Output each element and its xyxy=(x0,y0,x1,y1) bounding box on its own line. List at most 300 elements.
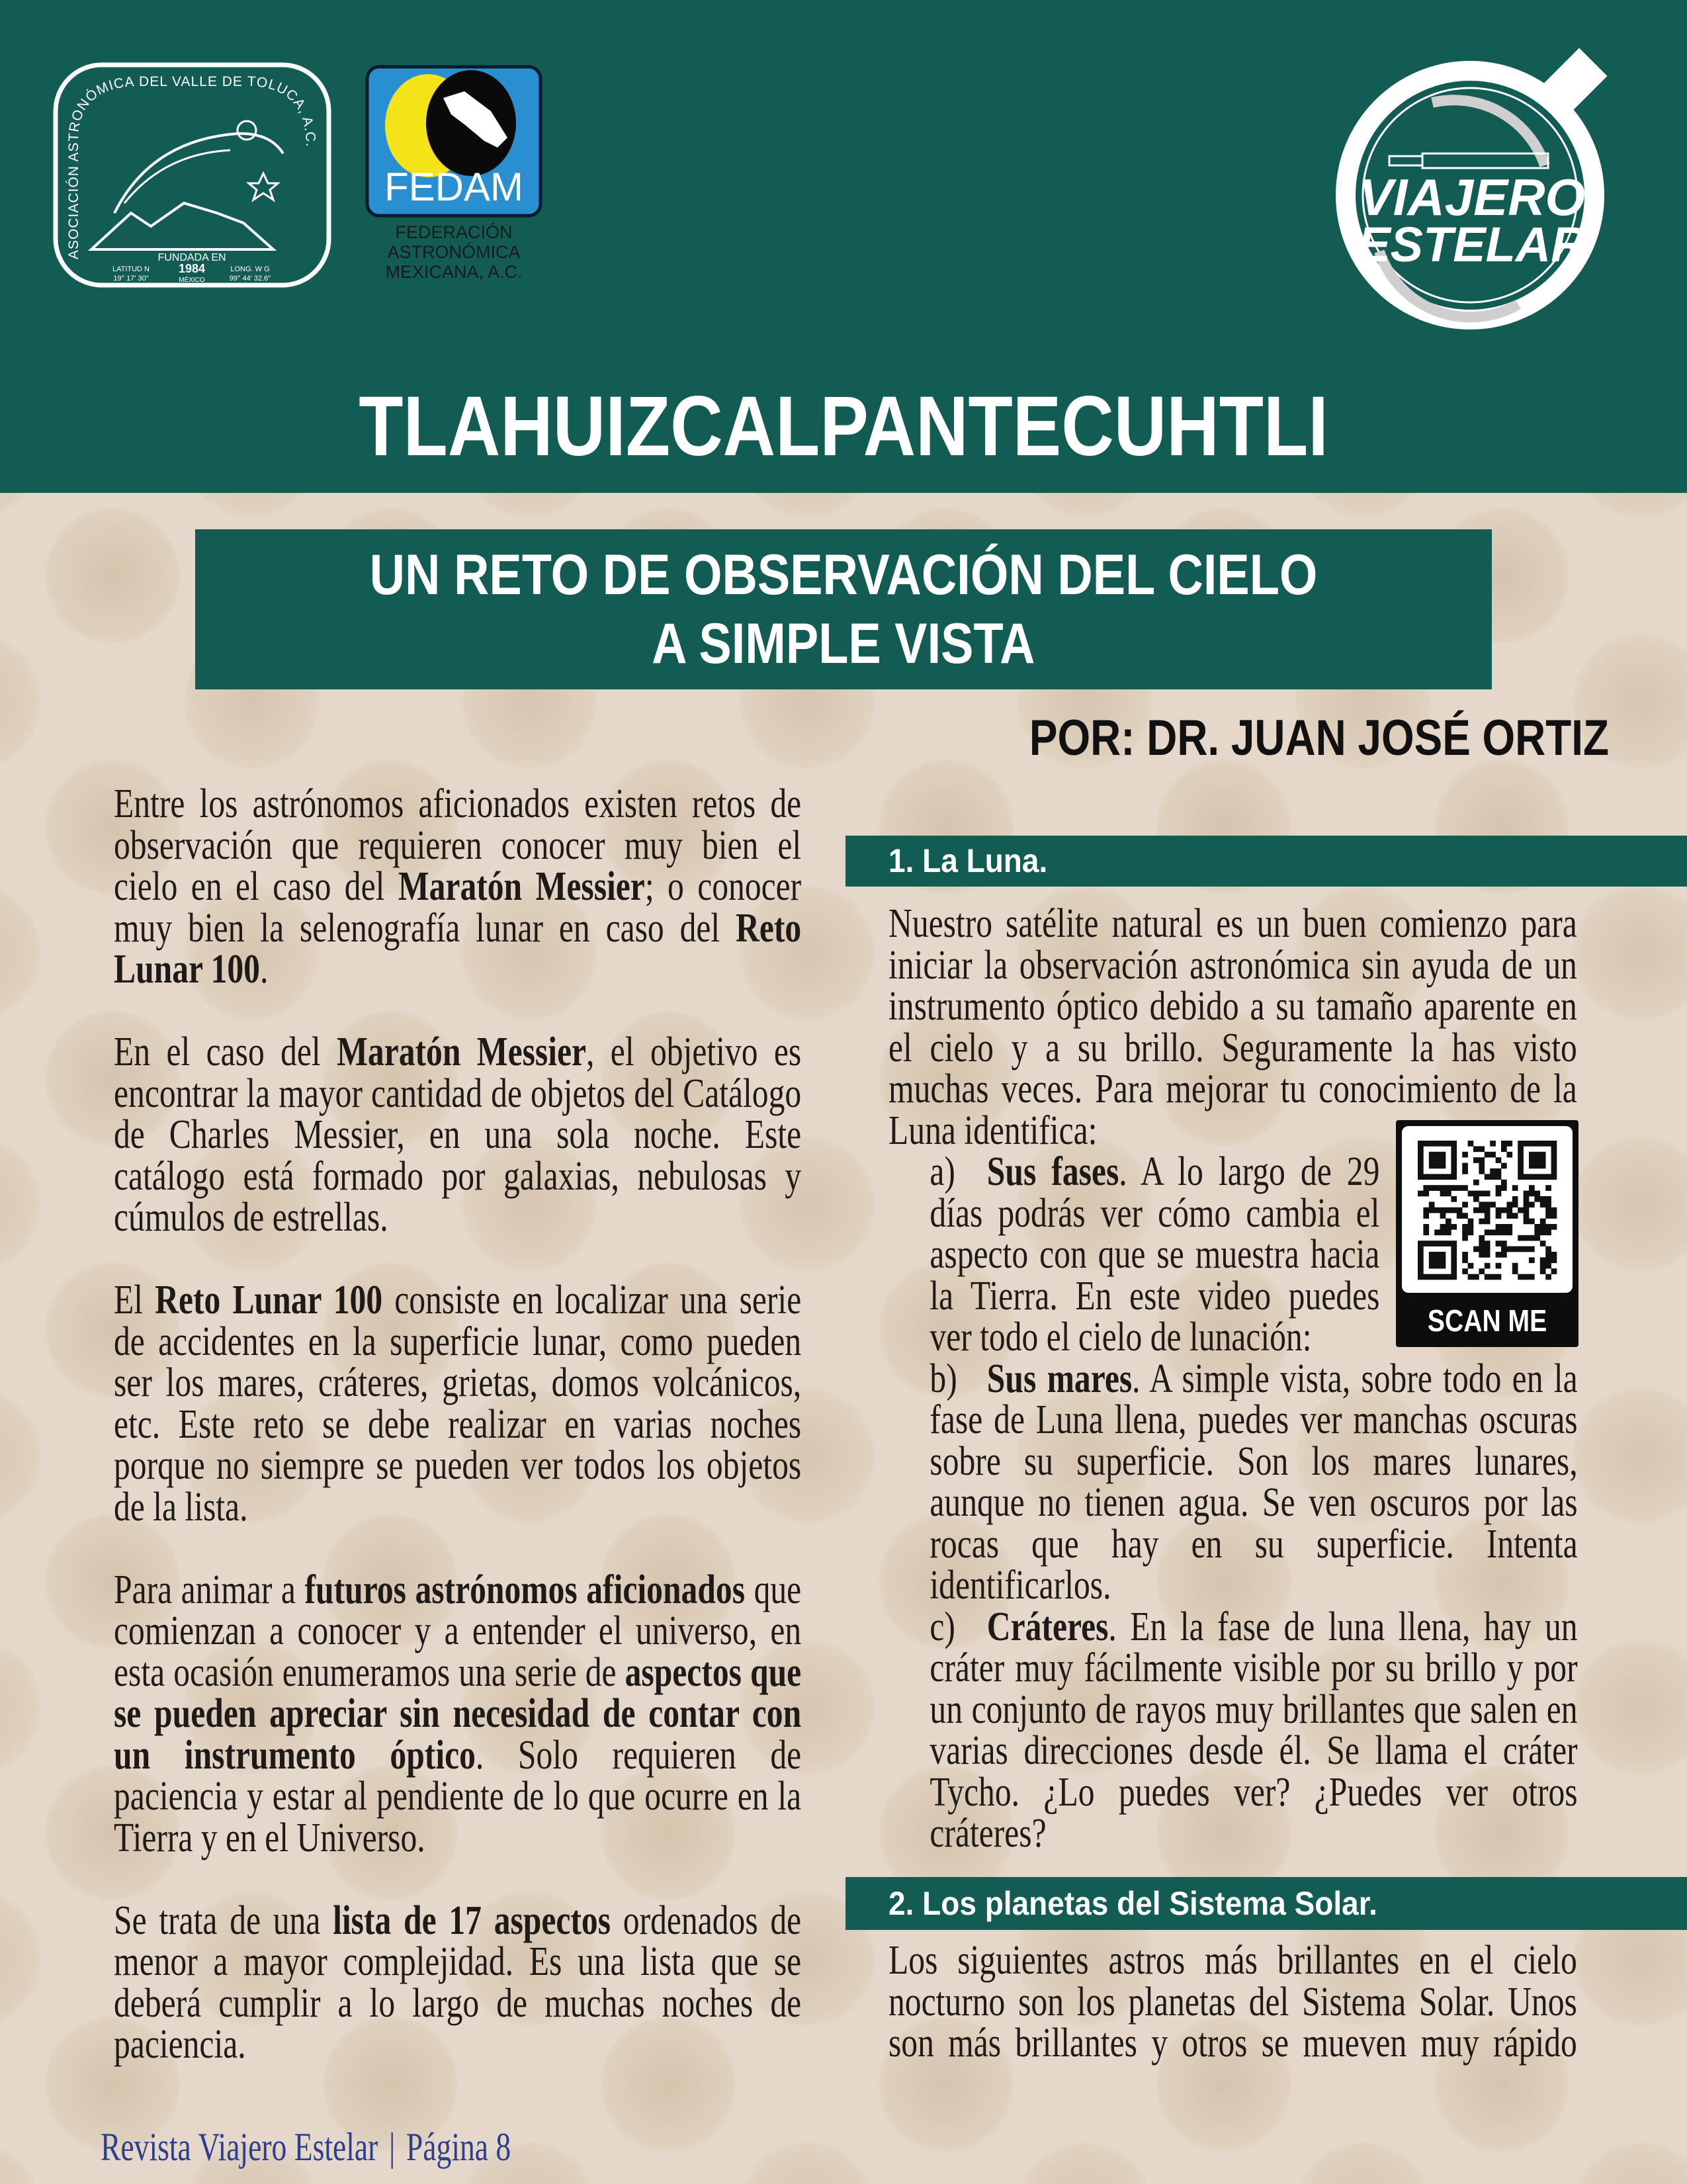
qr-module xyxy=(1462,1213,1468,1219)
bold-text: Cráteres xyxy=(986,1604,1109,1649)
qr-module xyxy=(1451,1207,1457,1213)
qr-module xyxy=(1551,1141,1557,1147)
qr-module xyxy=(1534,1152,1540,1158)
qr-module xyxy=(1496,1207,1502,1213)
qr-module xyxy=(1451,1268,1457,1274)
qr-module xyxy=(1485,1207,1491,1213)
qr-module xyxy=(1418,1146,1424,1152)
qr-module xyxy=(1545,1207,1551,1213)
qr-module xyxy=(1534,1196,1540,1202)
qr-module xyxy=(1462,1224,1468,1230)
qr-module xyxy=(1540,1263,1546,1269)
qr-module xyxy=(1429,1241,1435,1246)
qr-module xyxy=(1485,1191,1491,1197)
qr-module xyxy=(1501,1246,1507,1252)
qr-module xyxy=(1545,1174,1551,1180)
svg-text:LONG. W G: LONG. W G xyxy=(230,265,270,273)
qr-module xyxy=(1468,1274,1474,1280)
qr-module xyxy=(1479,1168,1485,1174)
qr-module xyxy=(1529,1235,1535,1241)
svg-text:MEXICANA, A.C.: MEXICANA, A.C. xyxy=(385,262,523,282)
qr-module xyxy=(1529,1157,1535,1163)
text-run: consiste en localizar una serie de accidentes en la superficie lunar, como pueden ser los mares, cráteres, grietas, domos volcánicos, etc. Este reto se debe realizar en varias noches porque no siempre se pueden ver todos los objetos de la lista. xyxy=(114,1278,802,1530)
qr-module xyxy=(1451,1252,1457,1258)
qr-module xyxy=(1524,1174,1530,1180)
qr-module xyxy=(1551,1168,1557,1174)
qr-module xyxy=(1479,1163,1485,1169)
text-run: ordenados de menor a mayor complejidad. Es una lista que se deberá cumplir a lo largo de muchas noches de paciencia. xyxy=(114,1898,802,2067)
text-run: . xyxy=(259,947,269,992)
svg-text:1984: 1984 xyxy=(178,262,206,275)
svg-text:FEDAM: FEDAM xyxy=(384,165,523,209)
qr-module xyxy=(1551,1213,1557,1219)
qr-module xyxy=(1506,1141,1512,1147)
qr-module xyxy=(1418,1168,1424,1174)
section-heading-planetas xyxy=(845,1877,1687,1930)
qr-module xyxy=(1485,1263,1491,1269)
qr-module xyxy=(1524,1201,1530,1207)
qr-module xyxy=(1429,1157,1435,1163)
qr-module xyxy=(1512,1185,1518,1191)
bold-text: Maratón Messier xyxy=(337,1029,587,1074)
list-item-label: c) xyxy=(930,1604,955,1649)
qr-module xyxy=(1434,1157,1440,1163)
qr-module xyxy=(1418,1268,1424,1274)
qr-module xyxy=(1418,1246,1424,1252)
qr-module xyxy=(1451,1152,1457,1158)
text-run: que comienzan a conocer y a entender el universo, en esta ocasión enumeramos una serie de xyxy=(114,1567,802,1695)
qr-module xyxy=(1457,1213,1463,1219)
qr-module xyxy=(1518,1152,1524,1158)
qr-module xyxy=(1534,1174,1540,1180)
qr-module xyxy=(1423,1207,1429,1213)
article-title-box xyxy=(195,529,1492,689)
qr-module xyxy=(1462,1268,1468,1274)
qr-module xyxy=(1501,1224,1507,1230)
qr-module xyxy=(1485,1274,1491,1280)
qr-module xyxy=(1462,1152,1468,1158)
qr-module xyxy=(1446,1185,1451,1191)
qr-module xyxy=(1423,1141,1429,1147)
qr-module xyxy=(1434,1252,1440,1258)
qr-module xyxy=(1429,1274,1435,1280)
svg-text:ESTELAR: ESTELAR xyxy=(1358,217,1586,272)
svg-text:19° 17' 30": 19° 17' 30" xyxy=(113,275,149,283)
qr-module xyxy=(1540,1141,1546,1147)
qr-module xyxy=(1551,1252,1557,1258)
qr-module xyxy=(1490,1229,1496,1235)
qr-module xyxy=(1429,1185,1435,1191)
qr-module xyxy=(1518,1235,1524,1241)
qr-module xyxy=(1434,1141,1440,1147)
qr-module xyxy=(1506,1224,1512,1230)
qr-module xyxy=(1512,1201,1518,1207)
qr-module xyxy=(1434,1185,1440,1191)
qr-module xyxy=(1462,1229,1468,1235)
qr-module xyxy=(1446,1274,1451,1280)
qr-module xyxy=(1524,1246,1530,1252)
qr-module xyxy=(1479,1252,1485,1258)
footer-page-number: Página 8 xyxy=(406,2125,511,2169)
article-title-line-2: A SIMPLE VISTA xyxy=(652,612,1035,676)
qr-module xyxy=(1524,1191,1530,1197)
qr-module xyxy=(1529,1201,1535,1207)
paragraph xyxy=(114,1900,801,2066)
qr-module xyxy=(1462,1201,1468,1207)
header-banner xyxy=(0,0,1687,493)
qr-module xyxy=(1451,1157,1457,1163)
qr-module xyxy=(1512,1263,1518,1269)
qr-module xyxy=(1490,1152,1496,1158)
bold-text: Sus fases xyxy=(986,1149,1119,1194)
qr-module xyxy=(1501,1141,1507,1147)
qr-module xyxy=(1462,1168,1468,1174)
qr-module xyxy=(1506,1152,1512,1158)
qr-module xyxy=(1551,1163,1557,1169)
text-run: , el objetivo es encontrar la mayor cantidad de objetos del Catálogo de Charles Messier, en una sola noche. Este catálogo está formado por galaxias, nebulosas y cúmulos de estrellas. xyxy=(114,1029,802,1240)
qr-module xyxy=(1473,1196,1479,1202)
qr-module xyxy=(1468,1141,1474,1147)
qr-module xyxy=(1440,1224,1446,1230)
qr-module xyxy=(1524,1196,1530,1202)
bold-text: Maratón Messier xyxy=(398,864,645,909)
qr-module xyxy=(1462,1235,1468,1241)
qr-module xyxy=(1473,1191,1479,1197)
article-title-line-1: UN RETO DE OBSERVACIÓN DEL CIELO xyxy=(369,543,1318,607)
qr-module xyxy=(1423,1274,1429,1280)
qr-module xyxy=(1423,1229,1429,1235)
qr-module xyxy=(1540,1201,1546,1207)
svg-text:99° 44' 32.6": 99° 44' 32.6" xyxy=(229,275,271,283)
qr-module xyxy=(1512,1268,1518,1274)
list-item-text xyxy=(930,1604,1577,1856)
qr-module xyxy=(1485,1246,1491,1252)
qr-module xyxy=(1479,1241,1485,1246)
qr-module xyxy=(1434,1241,1440,1246)
section-heading-text: 1. La Luna. xyxy=(888,842,1048,879)
qr-module xyxy=(1496,1229,1502,1235)
qr-module xyxy=(1473,1274,1479,1280)
qr-module xyxy=(1501,1207,1507,1213)
qr-module xyxy=(1506,1246,1512,1252)
qr-module xyxy=(1545,1229,1551,1235)
qr-module xyxy=(1446,1141,1451,1147)
qr-module xyxy=(1524,1274,1530,1280)
qr-module xyxy=(1446,1207,1451,1213)
qr-module xyxy=(1529,1152,1535,1158)
qr-module xyxy=(1440,1257,1446,1263)
qr-module xyxy=(1540,1219,1546,1225)
qr-module xyxy=(1418,1141,1424,1147)
qr-module xyxy=(1545,1141,1551,1147)
qr-module xyxy=(1434,1257,1440,1263)
page-footer xyxy=(101,2124,511,2170)
qr-module xyxy=(1451,1168,1457,1174)
qr-module xyxy=(1551,1268,1557,1274)
text-run: . En la fase de luna llena, hay un cráter muy fácilmente visible por su brillo y por un conjunto de rayos muy brillantes que salen en varias direcciones desde él. Se llama el cráter Tycho. ¿Lo puedes ver? ¿Puedes ver otros cráteres? xyxy=(930,1604,1578,1856)
qr-module xyxy=(1451,1263,1457,1269)
qr-module xyxy=(1446,1229,1451,1235)
qr-module xyxy=(1423,1224,1429,1230)
qr-module xyxy=(1540,1268,1546,1274)
qr-module xyxy=(1440,1141,1446,1147)
qr-module xyxy=(1468,1229,1474,1235)
text-run: El xyxy=(114,1278,155,1323)
qr-module xyxy=(1451,1196,1457,1202)
qr-module xyxy=(1434,1163,1440,1169)
section-planetas-body xyxy=(888,1940,1687,2064)
qr-module xyxy=(1496,1274,1502,1280)
qr-module xyxy=(1496,1224,1502,1230)
text-run: Los siguientes astros más brillantes en el cielo nocturno son los planetas del Sistema Solar. Unos son más brillantes y otros se mueven muy rápido xyxy=(888,1938,1577,2066)
qr-module xyxy=(1529,1141,1535,1147)
qr-module xyxy=(1418,1157,1424,1163)
svg-text:MÉXICO: MÉXICO xyxy=(179,277,205,284)
qr-module xyxy=(1551,1257,1557,1263)
qr-module xyxy=(1529,1219,1535,1225)
qr-module xyxy=(1457,1185,1463,1191)
qr-module xyxy=(1501,1163,1507,1169)
qr-module xyxy=(1451,1163,1457,1169)
qr-module xyxy=(1524,1235,1530,1241)
qr-module xyxy=(1512,1213,1518,1219)
qr-module xyxy=(1418,1263,1424,1269)
qr-module xyxy=(1524,1141,1530,1147)
qr-module xyxy=(1446,1224,1451,1230)
text-run: . Solo requieren de paciencia y estar al pendiente de lo que ocurre en la Tierra y en el Universo. xyxy=(114,1732,802,1860)
qr-module xyxy=(1485,1252,1491,1258)
qr-module xyxy=(1524,1219,1530,1225)
qr-module xyxy=(1512,1196,1518,1202)
qr-module xyxy=(1451,1274,1457,1280)
qr-module xyxy=(1496,1252,1502,1258)
qr-code-icon xyxy=(1402,1126,1573,1293)
author-byline: POR: DR. JUAN JOSÉ ORTIZ xyxy=(1029,710,1609,766)
qr-module xyxy=(1457,1207,1463,1213)
qr-module xyxy=(1534,1224,1540,1230)
text-run: . A simple vista, sobre todo en la fase de Luna llena, puedes ver manchas oscuras sobre su superficie. Son los mares lunares, aunque no tienen agua. Se ven oscuros por las rocas que hay en su superficie. Intenta identificarlos. xyxy=(930,1356,1578,1608)
qr-module xyxy=(1446,1241,1451,1246)
qr-module xyxy=(1506,1201,1512,1207)
svg-text:FUNDADA EN: FUNDADA EN xyxy=(157,252,226,263)
qr-module xyxy=(1518,1157,1524,1163)
svg-text:LATITUD N: LATITUD N xyxy=(112,265,150,273)
qr-module xyxy=(1462,1163,1468,1169)
text-run: Se trata de una xyxy=(114,1898,333,1943)
qr-module xyxy=(1418,1191,1424,1197)
qr-module xyxy=(1418,1163,1424,1169)
qr-module xyxy=(1534,1235,1540,1241)
qr-module xyxy=(1529,1191,1535,1197)
qr-module xyxy=(1468,1224,1474,1230)
qr-module xyxy=(1506,1213,1512,1219)
list-item-fases xyxy=(930,1151,1379,1358)
qr-module xyxy=(1518,1174,1524,1180)
qr-module xyxy=(1512,1246,1518,1252)
qr-module xyxy=(1496,1168,1502,1174)
qr-module xyxy=(1551,1207,1557,1213)
bold-text: Reto Lunar 100 xyxy=(155,1278,383,1323)
list-item-text xyxy=(930,1356,1577,1608)
qr-module xyxy=(1545,1263,1551,1269)
qr-module xyxy=(1545,1257,1551,1263)
qr-module xyxy=(1506,1207,1512,1213)
qr-module xyxy=(1473,1246,1479,1252)
qr-module xyxy=(1485,1152,1491,1158)
text-run: Entre los astrónomos aficionados existen retos de observación que requieren conocer muy bien el cielo en el caso del xyxy=(114,781,802,909)
qr-module xyxy=(1440,1274,1446,1280)
qr-module xyxy=(1418,1152,1424,1158)
bold-text: Sus mares xyxy=(986,1356,1133,1401)
qr-module xyxy=(1545,1201,1551,1207)
qr-module xyxy=(1479,1201,1485,1207)
scan-me-label: SCAN ME xyxy=(1427,1303,1547,1338)
list-item-mares xyxy=(930,1358,1577,1606)
footer-separator: | xyxy=(389,2125,396,2169)
qr-module xyxy=(1496,1213,1502,1219)
qr-module xyxy=(1468,1219,1474,1225)
qr-module xyxy=(1485,1213,1491,1219)
qr-module xyxy=(1545,1274,1551,1280)
qr-module xyxy=(1451,1246,1457,1252)
qr-module xyxy=(1485,1201,1491,1207)
qr-module xyxy=(1524,1213,1530,1219)
qr-module xyxy=(1429,1252,1435,1258)
qr-module xyxy=(1496,1174,1502,1180)
qr-module xyxy=(1451,1241,1457,1246)
qr-module xyxy=(1540,1257,1546,1263)
svg-text:FEDERACIÓN: FEDERACIÓN xyxy=(395,222,513,242)
qr-module xyxy=(1434,1229,1440,1235)
qr-module xyxy=(1462,1252,1468,1258)
qr-module xyxy=(1473,1180,1479,1186)
qr-module xyxy=(1501,1252,1507,1258)
section-heading-text: 2. Los planetas del Sistema Solar. xyxy=(888,1885,1377,1922)
qr-module xyxy=(1440,1252,1446,1258)
qr-module xyxy=(1440,1263,1446,1269)
list-item-label: a) xyxy=(930,1149,955,1194)
qr-module xyxy=(1434,1207,1440,1213)
qr-module xyxy=(1451,1146,1457,1152)
svg-text:ASOCIACIÓN ASTRONÓMICA DEL VAL: ASOCIACIÓN ASTRONÓMICA DEL VALLE DE TOLUCA, A.C. xyxy=(65,73,319,259)
qr-module xyxy=(1490,1141,1496,1147)
qr-module xyxy=(1473,1157,1479,1163)
bold-text: lista de 17 aspectos xyxy=(333,1898,611,1943)
qr-module xyxy=(1429,1163,1435,1169)
qr-module xyxy=(1529,1185,1535,1191)
qr-module xyxy=(1529,1174,1535,1180)
qr-module xyxy=(1529,1163,1535,1169)
qr-module xyxy=(1540,1174,1546,1180)
qr-module xyxy=(1468,1263,1474,1269)
qr-module xyxy=(1534,1191,1540,1197)
qr-module xyxy=(1434,1152,1440,1158)
left-column xyxy=(114,783,973,2107)
qr-module xyxy=(1518,1274,1524,1280)
qr-module xyxy=(1429,1257,1435,1263)
page-title xyxy=(0,380,1687,473)
qr-module xyxy=(1534,1163,1540,1169)
qr-module xyxy=(1440,1157,1446,1163)
page-title-text: TLAHUIZCALPANTECUHTLI xyxy=(359,379,1328,474)
qr-module xyxy=(1434,1274,1440,1280)
qr-module xyxy=(1440,1229,1446,1235)
text-run: Para animar a xyxy=(114,1567,305,1612)
qr-module xyxy=(1490,1174,1496,1180)
paragraph xyxy=(114,1031,801,1239)
qr-module xyxy=(1496,1263,1502,1269)
qr-module xyxy=(1451,1174,1457,1180)
bold-text: futuros astrónomos aficionados xyxy=(304,1567,746,1612)
viajero-estelar-logo xyxy=(1323,40,1627,344)
qr-module xyxy=(1473,1146,1479,1152)
list-item-crateres xyxy=(930,1606,1577,1855)
qr-module xyxy=(1551,1157,1557,1163)
qr-module xyxy=(1485,1229,1491,1235)
qr-module xyxy=(1429,1141,1435,1147)
text-run: Nuestro satélite natural es un buen comienzo para iniciar la observación astronómica sin ayuda de un instrumento óptico debido a su tamaño aparente en el cielo y a su brillo. Seguramente la has visto muchas veces. Para mejorar tu conocimiento de la Luna identifica: xyxy=(888,901,1577,1153)
qr-module xyxy=(1423,1174,1429,1180)
qr-module xyxy=(1545,1252,1551,1258)
qr-module xyxy=(1545,1196,1551,1202)
qr-module xyxy=(1446,1174,1451,1180)
qr-module xyxy=(1429,1207,1435,1213)
qr-module xyxy=(1479,1219,1485,1225)
section-luna-body xyxy=(888,903,1687,1855)
qr-module xyxy=(1429,1174,1435,1180)
qr-module xyxy=(1418,1257,1424,1263)
qr-module xyxy=(1518,1207,1524,1213)
qr-module xyxy=(1446,1219,1451,1225)
qr-module xyxy=(1490,1201,1496,1207)
qr-module xyxy=(1479,1268,1485,1274)
qr-module xyxy=(1429,1263,1435,1269)
qr-module xyxy=(1485,1219,1491,1225)
qr-module xyxy=(1540,1224,1546,1230)
qr-module xyxy=(1518,1141,1524,1147)
qr-module xyxy=(1429,1152,1435,1158)
qr-module xyxy=(1490,1168,1496,1174)
qr-module xyxy=(1540,1196,1546,1202)
qr-code-video-link[interactable] xyxy=(1396,1120,1579,1347)
qr-module xyxy=(1479,1157,1485,1163)
list-item-label: b) xyxy=(930,1356,957,1401)
footer-magazine-name: Revista Viajero Estelar xyxy=(101,2125,378,2169)
qr-module xyxy=(1440,1174,1446,1180)
qr-module xyxy=(1551,1224,1557,1230)
qr-module xyxy=(1451,1257,1457,1263)
section-heading-luna xyxy=(845,836,1687,887)
avt-logo xyxy=(52,61,333,289)
qr-module xyxy=(1518,1146,1524,1152)
qr-module xyxy=(1423,1185,1429,1191)
qr-module xyxy=(1501,1185,1507,1191)
qr-module xyxy=(1451,1185,1457,1191)
qr-module xyxy=(1518,1168,1524,1174)
qr-module xyxy=(1490,1274,1496,1280)
paragraph xyxy=(114,1569,801,1859)
qr-module xyxy=(1518,1163,1524,1169)
qr-module xyxy=(1479,1235,1485,1241)
qr-module xyxy=(1485,1174,1491,1180)
qr-module xyxy=(1479,1191,1485,1197)
qr-module xyxy=(1551,1146,1557,1152)
qr-module xyxy=(1545,1246,1551,1252)
paragraph xyxy=(114,1280,801,1528)
qr-module xyxy=(1418,1252,1424,1258)
qr-module xyxy=(1540,1241,1546,1246)
bold-text: aspectos que se pueden apreciar sin necesidad de contar con un instrumento óptico xyxy=(114,1649,802,1778)
